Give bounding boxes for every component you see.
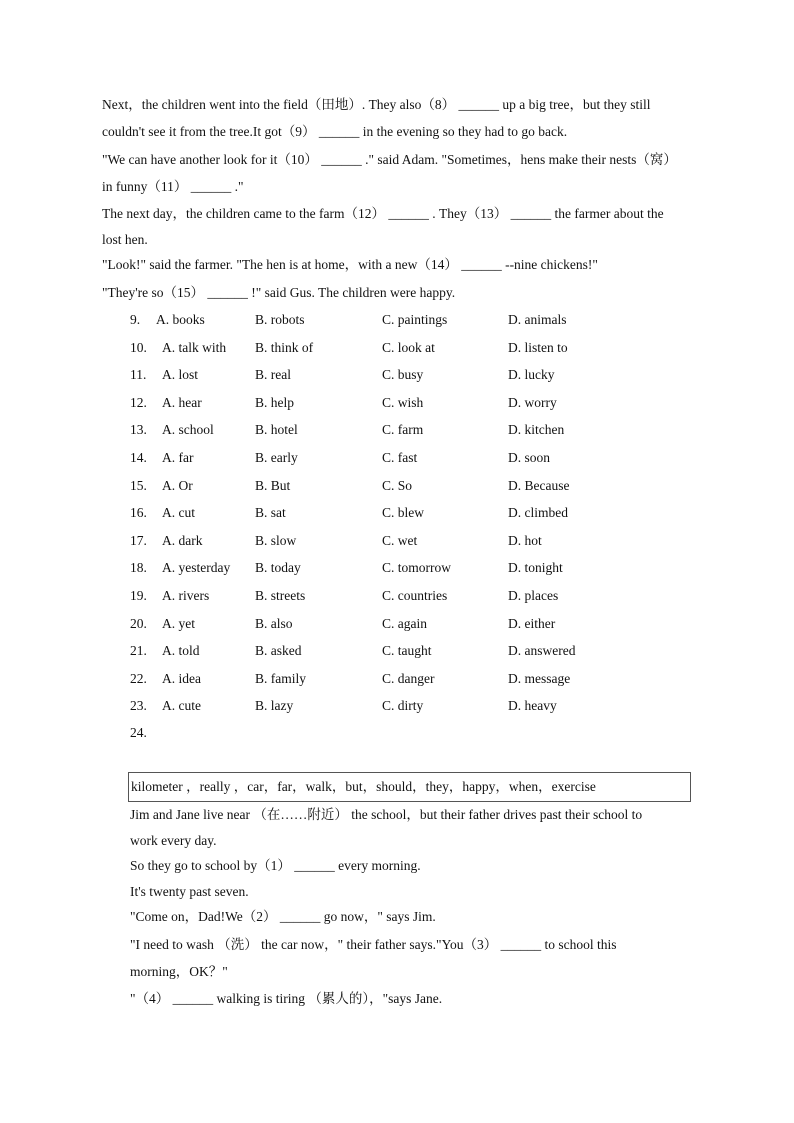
option-a: A. yesterday [162,560,231,575]
question-number: 11. [130,367,147,382]
option-d: D. either [508,616,556,631]
passage-a-line-2: couldn't see it from the tree.It got（9） ______ in the evening so they had to go back. [102,124,568,139]
option-a: A. yet [162,616,195,631]
passage-b-line-3: So they go to school by（1） ______ every morning. [130,858,421,873]
option-b: B. also [255,616,293,631]
passage-a-line-6: lost hen. [102,232,148,247]
option-b: B. slow [255,533,297,548]
question-number: 10. [130,340,147,355]
option-a: A. Or [162,478,193,493]
option-c: C. countries [382,588,448,603]
option-b: B. robots [255,312,305,327]
option-c: C. fast [382,450,418,465]
option-d: D. answered [508,643,576,658]
passage-b-line-6: "I need to wash （洗） the car now，" their father says."You（3） ______ to school this [130,937,617,952]
question-number: 21. [130,643,147,658]
passage-b-line-5: "Come on，Dad!We（2） ______ go now，" says Jim. [130,909,436,924]
option-b: B. today [255,560,301,575]
passage-b-line-4: It's twenty past seven. [130,884,249,899]
question-number: 19. [130,588,147,603]
question-number: 16. [130,505,147,520]
passage-b-line-2: work every day. [130,833,217,848]
question-number: 12. [130,395,147,410]
option-d: D. worry [508,395,557,410]
option-c: C. tomorrow [382,560,451,575]
passage-a-line-3: "We can have another look for it（10） ______ ." said Adam. "Sometimes，hens make their nests（窝） [102,152,677,167]
question-number: 20. [130,616,147,631]
option-c: C. So [382,478,413,493]
option-d: D. places [508,588,559,603]
option-a: A. dark [162,533,203,548]
passage-b-line-8: "（4） ______ walking is tiring （累人的），"says Jane. [130,991,443,1006]
question-number: 13. [130,422,147,437]
passage-a-line-5: The next day，the children came to the farm（12） ______ . They（13） ______ the farmer about the [102,206,664,221]
question-number: 17. [130,533,147,548]
option-b: B. lazy [255,698,294,713]
option-b: B. real [255,367,291,382]
option-d: D. tonight [508,560,563,575]
option-d: D. climbed [508,505,568,520]
option-c: C. wish [382,395,424,410]
option-a: A. school [162,422,214,437]
option-c: C. danger [382,671,435,686]
option-d: D. kitchen [508,422,565,437]
option-b: B. sat [255,505,286,520]
option-a: A. lost [162,367,199,382]
option-c: C. busy [382,367,424,382]
question-number: 15. [130,478,147,493]
passage-a-line-1: Next，the children went into the field（田地）. They also（8） ______ up a big tree，but they still [102,97,651,112]
option-a: A. talk with [162,340,227,355]
option-d: D. soon [508,450,551,465]
question-number: 14. [130,450,147,465]
option-a: A. hear [162,395,202,410]
question-number: 22. [130,671,147,686]
option-c: C. blew [382,505,424,520]
option-c: C. farm [382,422,424,437]
option-a: A. cute [162,698,201,713]
passage-a-line-4: in funny（11） ______ ." [102,179,244,194]
option-c: C. dirty [382,698,424,713]
option-d: D. hot [508,533,542,548]
option-b: B. think of [255,340,314,355]
question-number: 9. [130,312,141,327]
option-d: D. Because [508,478,570,493]
option-b: B. But [255,478,291,493]
question-number: 24. [130,725,147,740]
option-d: D. lucky [508,367,555,382]
word-bank-text: kilometer ，really ，car，far，walk，but，should，they，happy，when，exercise [131,779,596,794]
question-number: 18. [130,560,147,575]
option-c: C. look at [382,340,435,355]
option-a: A. told [162,643,200,658]
option-d: D. message [508,671,571,686]
option-a: A. rivers [162,588,210,603]
passage-b-line-7: morning，OK？" [130,964,228,979]
option-b: B. early [255,450,298,465]
option-d: D. heavy [508,698,557,713]
option-b: B. help [255,395,294,410]
option-a: A. books [156,312,205,327]
passage-a-line-7: "Look!" said the farmer. "The hen is at home，with a new（14） ______ --nine chickens!" [102,257,598,272]
option-b: B. hotel [255,422,298,437]
option-d: D. listen to [508,340,568,355]
word-bank-box [128,772,691,802]
passage-a-line-8: "They're so（15） ______ !" said Gus. The children were happy. [102,285,456,300]
option-c: C. paintings [382,312,448,327]
option-a: A. far [162,450,194,465]
option-b: B. asked [255,643,302,658]
question-number: 23. [130,698,147,713]
option-c: C. taught [382,643,432,658]
passage-b-line-1: Jim and Jane live near （在……附近） the school，but their father drives past their school to [130,807,643,822]
option-a: A. cut [162,505,195,520]
option-a: A. idea [162,671,201,686]
option-c: C. again [382,616,427,631]
option-b: B. streets [255,588,306,603]
option-d: D. animals [508,312,567,327]
option-b: B. family [255,671,306,686]
option-c: C. wet [382,533,418,548]
